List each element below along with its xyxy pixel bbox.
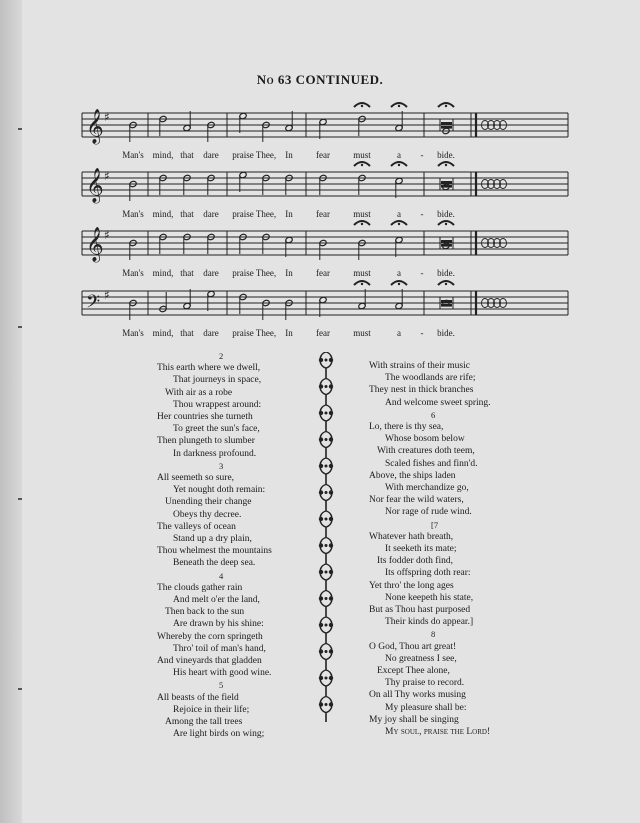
ornament-unit: [319, 617, 333, 643]
ornament-unit: [319, 379, 333, 405]
lyric-syllable: Man's: [122, 209, 144, 219]
ornament-unit: [319, 405, 333, 431]
note: [129, 239, 137, 260]
note: [207, 233, 215, 254]
lyric-row-bass: [0, 328, 640, 340]
lyric-syllable: that: [180, 328, 194, 338]
verse-line: Are light birds on wing;: [173, 729, 265, 740]
note: [129, 121, 137, 142]
ornament-unit: [319, 458, 333, 484]
verse-line: The clouds gather rain: [157, 582, 243, 593]
verse-line: Whatever hath breath,: [369, 531, 454, 542]
verse-line: All seemeth so sure,: [157, 473, 235, 484]
verse-line: That journeys in space,: [173, 375, 262, 386]
note: [285, 236, 293, 257]
ornament-unit: [319, 564, 333, 590]
note: [395, 111, 403, 132]
verse-number: [7: [431, 519, 439, 530]
note: [319, 239, 327, 260]
lyric-syllable: dare: [203, 328, 219, 338]
verse-line: This earth where we dwell,: [157, 363, 261, 374]
verse-line: Yet thro' the long ages: [369, 580, 454, 591]
ornamental-divider: [313, 352, 339, 722]
note: [285, 111, 293, 132]
verse-line: Above, the ships laden: [369, 470, 456, 481]
note: [159, 233, 167, 254]
lyric-syllable: must: [353, 209, 371, 219]
lyric-syllable: mind,: [152, 209, 174, 219]
note: [319, 296, 327, 317]
note: [262, 233, 270, 254]
verse-number: 4: [219, 570, 224, 581]
edge-mark: [18, 688, 22, 690]
sharp-icon: ♯: [104, 228, 110, 242]
lyric-syllable: In: [285, 328, 293, 338]
lyric-syllable: bide.: [437, 328, 455, 338]
note: [239, 112, 247, 133]
lyric-syllable: praise: [232, 328, 254, 338]
note: [358, 174, 366, 195]
sharp-icon: ♯: [104, 110, 110, 124]
verses-left-column: [157, 350, 312, 741]
lyric-syllable: that: [180, 209, 194, 219]
verse-number: 5: [219, 680, 224, 691]
lyric-syllable: Thee,: [255, 209, 277, 219]
lyric-syllable: a: [397, 209, 401, 219]
lyric-syllable: Man's: [122, 328, 144, 338]
lyric-row-tenor: [0, 268, 640, 280]
lyric-syllable: fear: [316, 268, 330, 278]
note: [183, 111, 191, 132]
note: [395, 289, 403, 310]
verse-line: No greatness I see,: [385, 653, 457, 664]
ornament-unit: [319, 432, 333, 458]
note: [239, 293, 247, 314]
staff-tenor: [82, 221, 568, 263]
lyric-syllable: bide.: [437, 150, 455, 160]
bass-clef-icon: 𝄢: [86, 292, 101, 317]
verse-line: Her countries she turneth: [157, 412, 253, 423]
verse-line: On all Thy works musing: [369, 690, 466, 701]
verse-line: With merchandize go,: [385, 483, 469, 494]
lyric-syllable: that: [180, 268, 194, 278]
ornament-unit: [319, 352, 333, 378]
verse-line: O God, Thou art great!: [369, 641, 457, 652]
edge-mark: [18, 498, 22, 500]
note: [129, 299, 137, 320]
verse-line: But as Thou hast purposed: [369, 605, 471, 616]
lyric-row-alto: [0, 209, 640, 221]
note: [159, 292, 167, 313]
verse-line: They nest in thick branches: [369, 385, 474, 396]
verse-line: With creatures doth teem,: [377, 446, 475, 457]
lyric-syllable: praise: [232, 150, 254, 160]
verse-line: Whose bosom below: [385, 434, 465, 445]
note: [207, 174, 215, 195]
ornament-unit: [319, 485, 333, 511]
verse-number: 8: [431, 629, 436, 640]
lyric-syllable: fear: [316, 328, 330, 338]
page-heading: No 63 CONTINUED.: [256, 72, 384, 87]
verse-line: All beasts of the field: [157, 692, 239, 703]
ornament-unit: [319, 591, 333, 617]
staff-treble: [82, 103, 568, 145]
lyric-syllable: mind,: [152, 328, 174, 338]
verse-line: Its offspring doth rear:: [385, 568, 471, 579]
lyric-syllable: a: [397, 268, 401, 278]
note: [358, 115, 366, 136]
lyric-syllable: -: [420, 150, 424, 160]
lyric-syllable: dare: [203, 150, 219, 160]
verse-line: In darkness profound.: [173, 448, 257, 459]
lyric-syllable: -: [420, 328, 424, 338]
verse-line: None keepeth his state,: [385, 592, 474, 603]
verse-line: Their kinds do appear.]: [385, 617, 474, 628]
lyric-syllable: Thee,: [255, 268, 277, 278]
verse-line: Rejoice in their life;: [173, 704, 250, 715]
note: [358, 239, 366, 260]
treble-clef-icon: 𝄞: [86, 109, 104, 144]
lyric-syllable: In: [285, 268, 293, 278]
staff-alto: [82, 162, 568, 204]
note: [183, 233, 191, 254]
lyric-syllable: In: [285, 150, 293, 160]
verse-line: Beneath the deep sea.: [173, 558, 256, 569]
verse-line: Scaled fishes and finn'd.: [385, 458, 478, 469]
music-score: [0, 0, 640, 340]
lyric-syllable: mind,: [152, 150, 174, 160]
lyric-syllable: a: [397, 150, 401, 160]
verse-line: Among the tall trees: [165, 717, 243, 728]
lyric-syllable: must: [353, 328, 371, 338]
verse-line: Stand up a dry plain,: [173, 534, 252, 545]
verse-line: My joy shall be singing: [369, 714, 459, 725]
lyric-syllable: praise: [232, 268, 254, 278]
verses-right-column: [369, 360, 539, 738]
verse-number: 2: [219, 351, 224, 361]
ornament-unit: [319, 644, 333, 670]
verse-line: His heart with good wine.: [173, 668, 272, 679]
note: [319, 174, 327, 195]
ornament-unit: [319, 511, 333, 537]
verse-line: Its fodder doth find,: [377, 556, 453, 567]
lyric-syllable: dare: [203, 268, 219, 278]
lyric-syllable: that: [180, 150, 194, 160]
lyric-syllable: mind,: [152, 268, 174, 278]
note: [319, 118, 327, 139]
note: [395, 236, 403, 257]
ornament-unit: [319, 697, 333, 723]
note: [262, 121, 270, 142]
ornament-unit: [319, 670, 333, 696]
verse-line: Obeys thy decree.: [173, 509, 242, 520]
note: [262, 299, 270, 320]
verse-line: It seeketh its mate;: [385, 544, 457, 555]
verse-line: Then back to the sun: [165, 607, 245, 618]
lyric-syllable: bide.: [437, 268, 455, 278]
verse-line: The woodlands are rife;: [385, 373, 476, 384]
lyric-syllable: In: [285, 209, 293, 219]
verse-line: And melt o'er the land,: [173, 595, 260, 606]
verse-line: With air as a robe: [165, 387, 233, 398]
lyric-syllable: Thee,: [255, 328, 277, 338]
verse-line: Lo, there is thy sea,: [369, 422, 444, 433]
note: [285, 299, 293, 320]
treble-clef-icon: 𝄞: [86, 227, 104, 262]
note: [207, 121, 215, 142]
note: [183, 289, 191, 310]
verse-line: The valleys of ocean: [157, 521, 236, 532]
lyric-syllable: must: [353, 268, 371, 278]
lyric-syllable: a: [397, 328, 401, 338]
verse-line: Except Thee alone,: [377, 666, 450, 677]
verse-line: Nor rage of rude wind.: [385, 507, 472, 518]
note: [159, 174, 167, 195]
verse-line: My pleasure shall be:: [385, 702, 467, 713]
verse-line: Are drawn by his shine:: [173, 619, 264, 630]
lyric-syllable: -: [420, 209, 424, 219]
treble-clef-icon: 𝄞: [86, 168, 104, 203]
note: [159, 115, 167, 136]
note: [239, 171, 247, 192]
lyric-syllable: -: [420, 268, 424, 278]
verse-line: Whereby the corn springeth: [157, 631, 263, 642]
lyric-syllable: bide.: [437, 209, 455, 219]
verse-line: Thro' toil of man's hand,: [173, 643, 266, 654]
note: [262, 174, 270, 195]
note: [358, 289, 366, 310]
lyric-syllable: fear: [316, 150, 330, 160]
verse-line: Nor fear the wild waters,: [369, 495, 464, 506]
lyric-syllable: dare: [203, 209, 219, 219]
lyric-syllable: Man's: [122, 268, 144, 278]
note: [183, 174, 191, 195]
verse-number: 6: [431, 409, 436, 420]
lyric-syllable: fear: [316, 209, 330, 219]
verse-number: 3: [219, 460, 224, 471]
note: [129, 180, 137, 201]
verse-line-final: My soul, praise the Lord!: [385, 727, 491, 738]
note: [285, 174, 293, 195]
verse-line: To greet the sun's face,: [173, 424, 260, 435]
lyric-syllable: praise: [232, 209, 254, 219]
verse-line: Yet nought doth remain:: [173, 485, 266, 496]
lyric-row-treble: [0, 150, 640, 162]
sharp-icon: ♯: [104, 288, 110, 302]
verse-line: Thou wrappest around:: [173, 399, 262, 410]
verse-line: With strains of their music: [369, 361, 470, 371]
note: [395, 177, 403, 198]
note: [239, 233, 247, 254]
verse-line: And welcome sweet spring.: [385, 397, 491, 408]
verse-line: Thy praise to record.: [385, 678, 465, 689]
ornament-unit: [319, 538, 333, 564]
verse-line: Then plungeth to slumber: [157, 436, 255, 447]
lyric-syllable: Thee,: [255, 150, 277, 160]
staff-bass: [82, 281, 568, 320]
verse-line: And vineyards that gladden: [157, 656, 262, 667]
verse-line: Thou whelmest the mountains: [157, 546, 272, 557]
lyric-syllable: Man's: [122, 150, 144, 160]
note: [207, 290, 215, 311]
lyric-syllable: must: [353, 150, 371, 160]
verse-line: Unending their change: [165, 497, 252, 508]
sharp-icon: ♯: [104, 169, 110, 183]
